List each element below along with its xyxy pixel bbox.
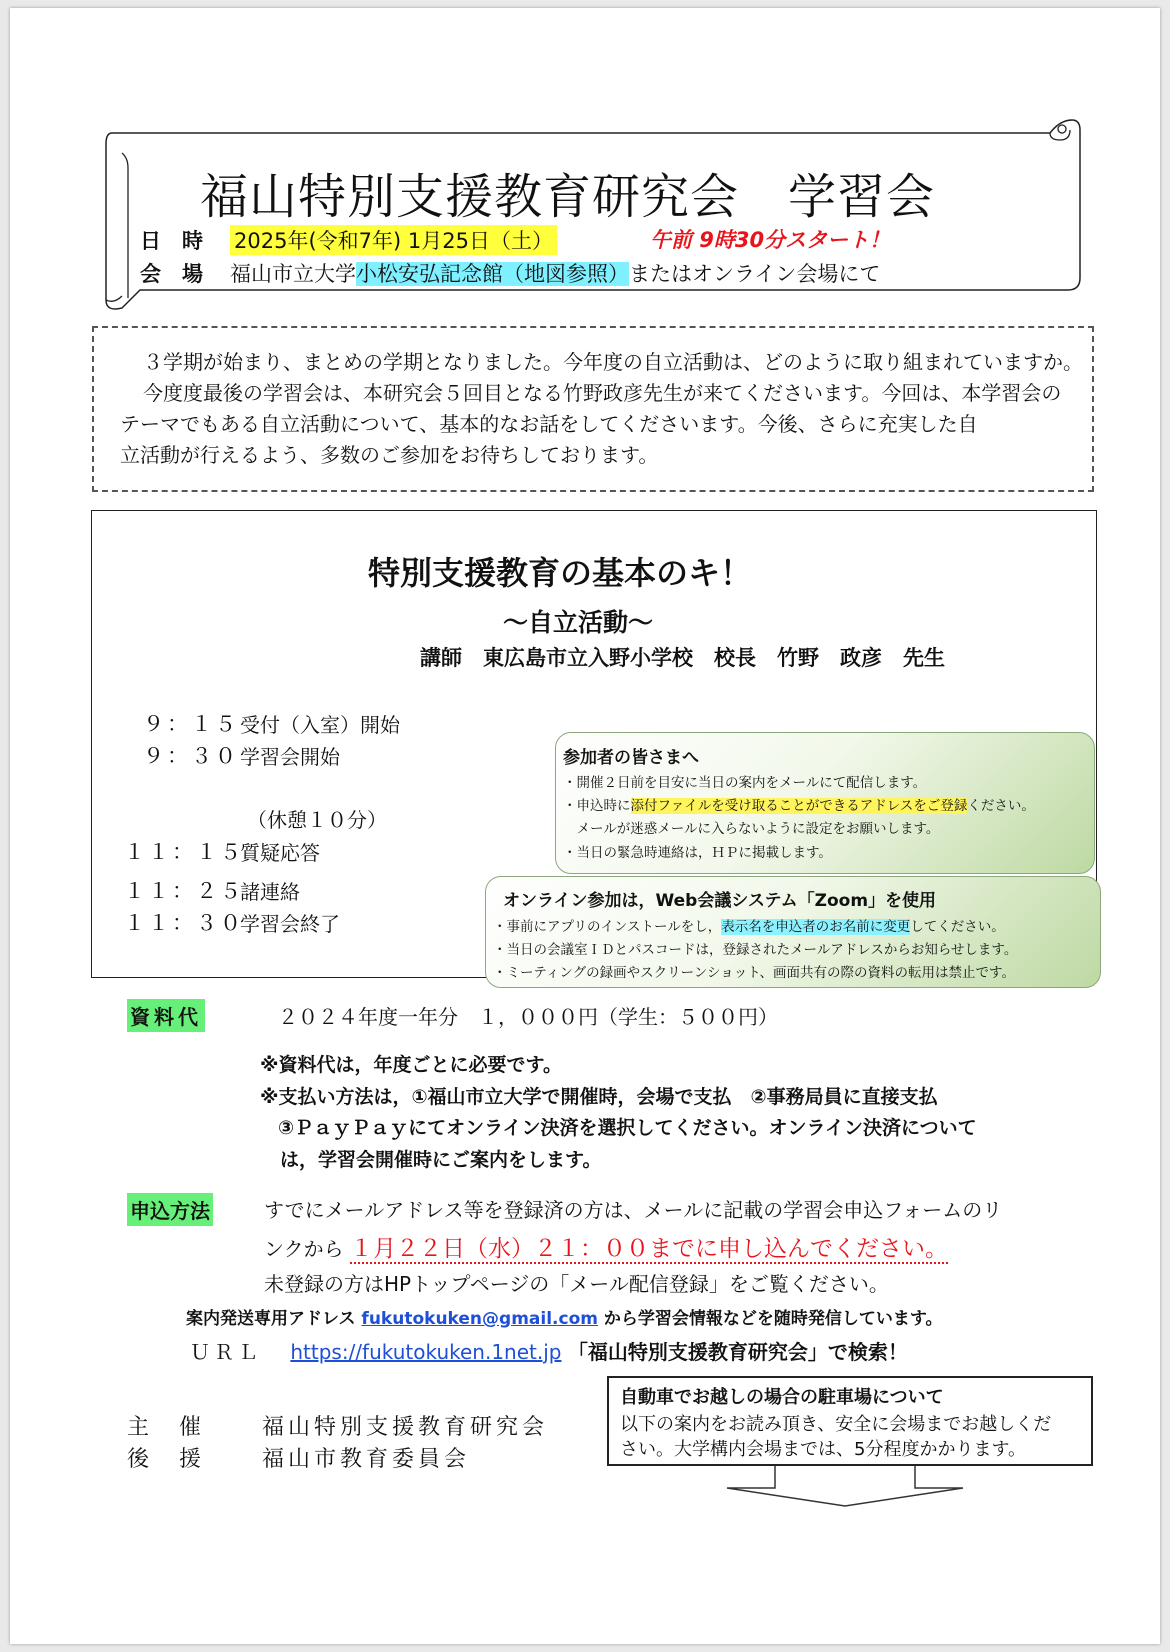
intro-line: 立活動が行えるよう、多数のご参加をお待ちしております。 bbox=[120, 443, 659, 467]
application-label: 申込方法 bbox=[127, 1193, 213, 1226]
application-line: すでにメールアドレス等を登録済の方は、メールに記載の学習会申込フォームのリ bbox=[264, 1198, 1003, 1222]
down-arrow-icon bbox=[715, 1466, 975, 1512]
schedule-text: 質疑応答 bbox=[240, 841, 320, 865]
schedule-time: １１：２５ bbox=[124, 879, 244, 903]
website-link[interactable]: https://fukutokuken.1net.jp bbox=[290, 1340, 562, 1364]
participants-note-line2-post: ください。 bbox=[967, 798, 1035, 814]
participants-note-line: ・開催２日前を目安に当日の案内をメールにて配信します。 bbox=[563, 775, 927, 791]
fee-label: 資料代 bbox=[127, 999, 205, 1032]
schedule-text: （休憩１０分） bbox=[247, 808, 387, 832]
fee-value: ２０２４年度一年分 １，０００円（学生：５００円） bbox=[278, 1005, 778, 1029]
venue-highlight: 小松安弘記念館（地図参照） bbox=[356, 262, 629, 286]
fee-note: ※支払い方法は，①福山市立大学で開催時，会場で支払 ②事務局員に直接支払 bbox=[260, 1086, 938, 1108]
participants-note-line2-pre: ・申込時に bbox=[563, 798, 631, 814]
online-note-line bbox=[493, 915, 1005, 935]
host-name: 福山特別支援教育研究会 bbox=[262, 1415, 549, 1440]
mail-info-line bbox=[186, 1304, 943, 1329]
host-label: 主 催 bbox=[127, 1415, 206, 1440]
schedule-text: 諸連絡 bbox=[240, 880, 300, 904]
program-subtitle: 〜自立活動〜 bbox=[503, 608, 654, 637]
fee-note: ③ＰａｙＰａｙにてオンライン決済を選択してください。オンライン決済について bbox=[278, 1117, 977, 1139]
parking-text: 以下の案内をお読み頂き、安全に会場までお越しくだ bbox=[620, 1414, 1052, 1435]
participants-note-line: ・当日の緊急時連絡は，ＨＰに掲載します。 bbox=[563, 845, 832, 861]
event-date: 2025年(令和7年) 1月25日（土） bbox=[230, 225, 557, 255]
start-time: 午前 9時30分スタート！ bbox=[650, 228, 891, 252]
participants-note-line bbox=[563, 794, 1035, 814]
url-label: ＵＲＬ bbox=[190, 1340, 262, 1364]
intro-line: 今度度最後の学習会は、本研究会５回目となる竹野政彦先生が来てくださいます。今回は、本学習会の bbox=[143, 381, 1062, 405]
online-note-line: ・当日の会議室ＩＤとパスコードは，登録されたメールアドレスからお知らせします。 bbox=[493, 942, 1018, 958]
schedule-text: 学習会終了 bbox=[240, 912, 340, 936]
online-note-line1-highlight: 表示名を申込者のお名前に変更 bbox=[721, 919, 911, 935]
participants-note-heading: 参加者の皆さまへ bbox=[563, 748, 699, 768]
mail-info-pre: 案内発送専用アドレス bbox=[186, 1309, 356, 1329]
participants-note-line: メールが迷惑メールに入らないように設定をお願いします。 bbox=[563, 821, 940, 837]
venue-line bbox=[230, 258, 880, 288]
support-label: 後 援 bbox=[127, 1447, 206, 1472]
fee-note: ※資料代は，年度ごとに必要です。 bbox=[260, 1054, 562, 1076]
application-line2-pre: ンクから bbox=[264, 1237, 344, 1261]
venue-prefix: 福山市立大学 bbox=[230, 262, 356, 286]
schedule-text: 受付（入室）開始 bbox=[240, 713, 400, 737]
participants-note-line2-highlight: 添付ファイルを受け取ることができるアドレスをご登録 bbox=[630, 798, 968, 814]
application-line: 未登録の方はHPトップページの「メール配信登録」をご覧ください。 bbox=[264, 1272, 889, 1296]
schedule-text: 学習会開始 bbox=[240, 745, 340, 769]
parking-text: さい。大学構内会場までは、5分程度かかります。 bbox=[620, 1439, 1027, 1460]
schedule-time: １１：３０ bbox=[124, 911, 244, 935]
mail-info-post: から学習会情報などを随時発信しています。 bbox=[603, 1309, 943, 1329]
parking-heading: 自動車でお越しの場合の駐車場について bbox=[620, 1387, 944, 1408]
contact-email-link[interactable]: fukutokuken@gmail.com bbox=[361, 1309, 598, 1329]
venue-suffix: またはオンライン会場にて bbox=[629, 262, 881, 286]
support-name: 福山市教育委員会 bbox=[262, 1447, 471, 1472]
schedule-time: ９：１５ bbox=[143, 712, 239, 736]
online-note-line1-post: してください。 bbox=[910, 919, 1005, 935]
main-title: 福山特別支援教育研究会 学習会 bbox=[200, 169, 936, 225]
schedule-time: １１：１５ bbox=[124, 840, 244, 864]
online-note-heading: オンライン参加は，Web会議システム「Zoom」を使用 bbox=[503, 891, 937, 911]
fee-note: は，学習会開催時にご案内をします。 bbox=[280, 1149, 602, 1171]
intro-line: ３学期が始まり、まとめの学期となりました。今年度の自立活動は、どのように取り組まれていますか。 bbox=[143, 350, 1083, 374]
schedule-time: ９：３０ bbox=[143, 744, 239, 768]
intro-line: テーマでもある自立活動について、基本的なお話をしてくださいます。今後、さらに充実した自 bbox=[120, 412, 978, 436]
url-line bbox=[190, 1336, 908, 1365]
online-note-line1-pre: ・事前にアプリのインストールをし， bbox=[493, 919, 722, 935]
application-line bbox=[264, 1230, 948, 1263]
application-deadline: １月２２日（水）２１：００までに申し込んでください。 bbox=[349, 1236, 948, 1262]
date-label: 日 時 bbox=[140, 229, 203, 253]
lecturer: 講師 東広島市立入野小学校 校長 竹野 政彦 先生 bbox=[420, 646, 945, 670]
venue-label: 会 場 bbox=[140, 262, 203, 286]
program-title: 特別支援教育の基本のキ！ bbox=[368, 554, 753, 592]
url-search-hint: 「福山特別支援教育研究会」で検索！ bbox=[567, 1340, 908, 1364]
flyer-page bbox=[10, 8, 1160, 1644]
online-note-line: ・ミーティングの録画やスクリーンショット、画面共有の際の資料の転用は禁止です。 bbox=[493, 965, 1015, 981]
